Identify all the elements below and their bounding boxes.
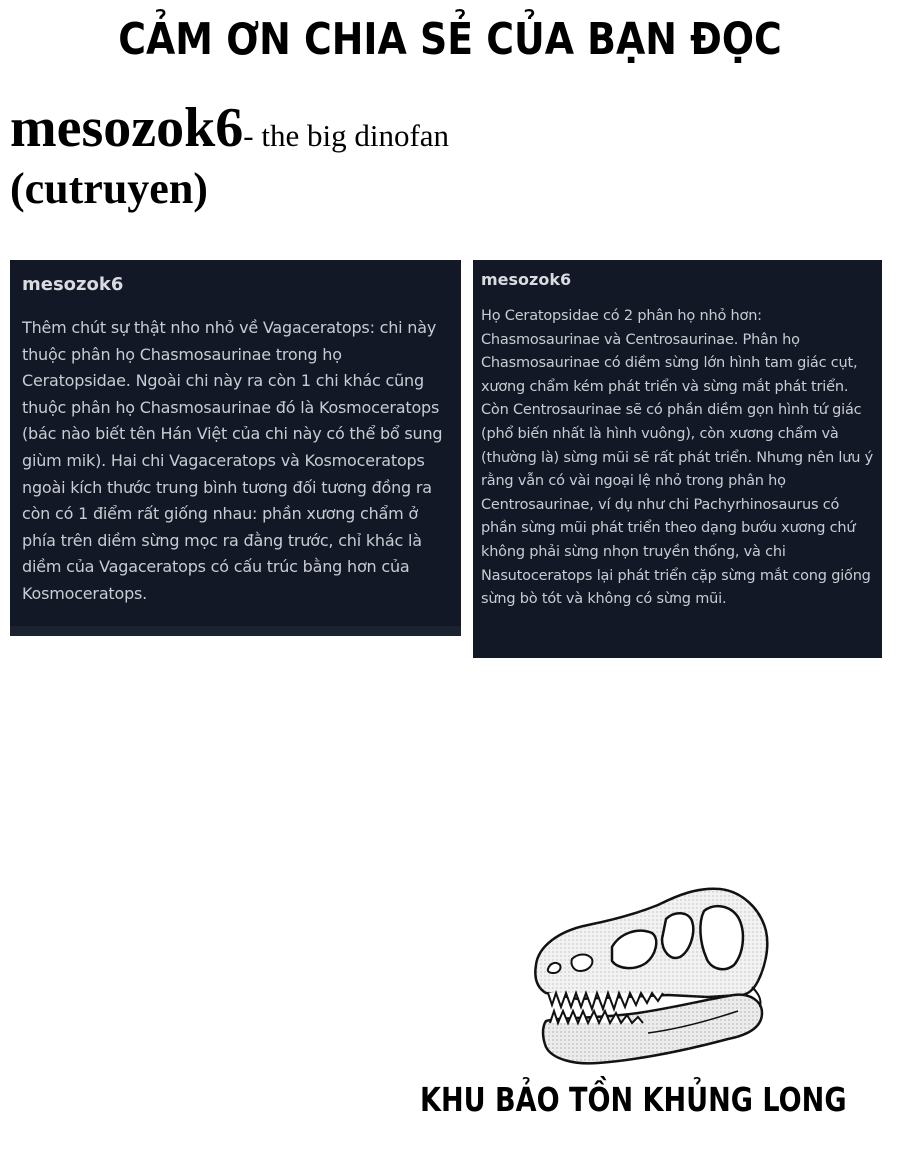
thanks-banner: CẢM ƠN CHIA SẺ CỦA BẠN ĐỌC [118, 14, 782, 65]
comment-card-2 [473, 260, 882, 658]
comment-card-1 [10, 260, 461, 636]
comment-text: Thêm chút sự thật nho nhỏ về Vagaceratops: chi này thuộc phân họ Chasmosaurinae trong họ Ceratopsidae. Ngoài chi này ra còn 1 chi khác cũng thuộc phân họ Chasmosaurinae đó là Kosmoceratops (bác nào biết tên Hán Việt của chi này có thể bổ sung giùm mik). Hai chi Vagaceratops và Kosmoceratops ngoài kích thước trung bình tương đối tương đồng ra còn có 1 điểm rất giống nhau: phần xương chẩm ở phía trên diềm sừng mọc ra đằng trước, chỉ khác là diềm của Vagaceratops có cấu trúc bằng hơn của Kosmoceratops. [22, 318, 443, 603]
credit-block [10, 96, 449, 214]
credit-name: mesozok6 [10, 97, 244, 159]
trex-skull-icon [528, 883, 776, 1071]
credit-source: (cutruyen) [10, 164, 208, 213]
logo-text: KHU BẢO TỒN KHỦNG LONG [420, 1080, 847, 1119]
comment-author: mesozok6 [22, 274, 124, 295]
comment-text: Họ Ceratopsidae có 2 phân họ nhỏ hơn: Chasmosaurinae và Centrosaurinae. Phân họ Chasmosaurinae có diềm sừng lớn hình tam giác cụt, xương chẩm kém phát triển và sừng mắt phát triển. Còn Centrosaurinae sẽ có phần diềm gọn hình tứ giác (phổ biến nhất là hình vuông), còn xương chẩm và (thường là) sừng mũi sẽ rất phát triển. Nhưng nên lưu ý rằng vẫn có vài ngoại lệ nhỏ trong phân họ Centrosaurinae, ví dụ như chi Pachyrhinosaurus có phần sừng mũi phát triển theo dạng bướu xương chứ không phải sừng nhọn truyền thống, và chi Nasutoceratops lại phát triển cặp sừng mắt cong giống sừng bò tót và không có sừng mũi. [481, 308, 874, 608]
comment-author: mesozok6 [481, 270, 572, 289]
credit-tagline: - the big dinofan [243, 118, 450, 153]
